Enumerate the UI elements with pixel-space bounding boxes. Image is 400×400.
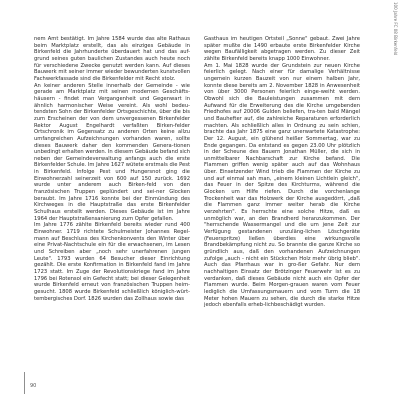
text-column-right <box>204 36 360 309</box>
paragraph: Im Jahre 1776 zählte Birkenfeld bereits wieder rund 400 Einwohner. 1719 richtete Schulmeister Johannes Regel-mann auf Beschluss des Kirchenkonvents den Winter über eine Privat-Nachtschule ein für die erwachsenen, im Lesen und Schreiben aber „noch sehr unerfahrenen jungen Leute". 1793 wurden 64 Besucher dieser Einrichtung gezählt. Die erste Konfirmation in Birkenfeld fand im Jahre 1723 statt. Im Zuge der Revolutionskriege fand im Jahre 1796 bei Rotensol ein Gefecht statt; bei dieser Gelegenheit wurde Birkenfeld erneut von französischen Truppen heim-gesucht. 1808 wurde Birkenfeld schließlich königlich-würt-tembergisches Dorf. 1826 wurden das Zollhaus sowie das <box>34 222 190 302</box>
paragraph: Gasthaus im heutigen Ortsteil „Sonne" gebaut. Zwei Jahre später mußte die 1490 erbaute erste Birkenfelder Kirche wegen Baufälligkeit abgetragen werden. Zu dieser Zeit zählte Birkenfeld bereits knapp 1000 Einwohner. <box>204 36 360 62</box>
text-column-left <box>34 36 190 302</box>
paragraph: Am 1. Mai 1828 wurde der Grundstein zur neuen Kirche feierlich gelegt. Nach einer für damalige Verhältnisse ungemein kurzen Bauzeit von nur einem halben Jahr, konnte diese bereits am 2. November 1828 in Anwesenheit von über 3000 Personen feierlich einge-weiht werden. Obwohl sich die Bauleistungen zusammen mit dem Aufwand für die Erweiterung des die Kirche umgebenden Friedhofes auf 20006 Gulden beliefen, tra-ten bald Mängel und Bauhefter auf, die zahlreiche Reparaturen erforderlich machten. Als schließlich alles in Ordnung zu sein schien, brachte das Jahr 1875 eine ganz unerwartete Katastrophe: Der 12. August, ein glühend heißer Sommertag, war zu Ende gegangen. Da entstand es gegen 23.00 Uhr plötzlich in der Scheune des Bauern Jonathan Müller, die sich in unmittelbarer Nachbarschaft zur Kirche befand. Die Flammen griffen wenig später auch auf das Wohnhaus über. Einsetzender Wind trieb die Flammen der Kirche zu und auf einmal sah man, „einem kleinen Lichtlein gleich", das Feuer in der Spitze des Kirchturms, während die Glocken um Hilfe riefen. Durch die vorchenlange Trockenheit war das Holzwerk der Kirche ausgedörrt, „daß die Flammen ganz immer weiter herab die Kirche verzehrten". Es herrschte eine solche Hitze, daß es unmöglich war, an den Brandherd heranzukommen. Der "herrschende Wassermangel und die um jene Zeit zur Verfügung gestandenen unzuläng-lichen Löschgeräte (Feuerspritze) ließen überdies eine wirkungsvolle Brandbekämpfung nicht zu. So brannte die ganze Kirche so gründlich aus, daß den vorhandenen Aufzeichnungen zufolge „auch - nicht ein Stückchen Holz mehr übrig blieb". Auch das Pfarrhaus war in gro-ßer Gefahr. Nur dem nachhaltigen Einsatz der Brötzinger Feuerwehr ist es zu verdanken, daß dieses Gebäude nicht auch ein Opfer der Flammen wurde. Beim Morgen-grauen waren vom Feuer lediglich die Umfassungsmauern und vom Turm die 18 Meter hohen Mauern zu sehen, die durch die starke Hitze jedoch ebenfalls erheb-lichbeschädigt wurden. <box>204 62 360 309</box>
page-number: 90 <box>30 383 37 389</box>
paragraph: nem Amt bestätigt. Im Jahre 1584 wurde das alte Rathaus beim Marktplatz erstellt, das als einziges Gebäude in Birkenfeld die Jahrhunderte überdauert hat und das auf-grund seines guten baulichen Zustandes auch heute noch für verschiedene Zwecke genutzt werden kann. Auf dieses Bauwerk mit seiner immer wieder bewunderten kunstvollen Fachwerkfassade sind die Birkenfelder mit Recht stolz. <box>34 36 190 82</box>
paragraph: An keiner anderen Stelle innerhalb der Gemeinde - wie gerade am Marktplatz mit seinen modernen Geschäfts-häusern - findet man Vergangenheit und Gegenwart in ähnlich harmonischer Weise vereint. Als wohl bedeu-tendsten Sohn der Birkenfelder Ortsgeschichte, über die bis zum Erscheinen der von dem unvergessenen Birkenfelder Rektor August Engelhardt verfaßten Birken-felder Ortschronik im Gegensatz zu anderen Orten keine allzu umfangreichen Aufzeichnungen vorhanden waren, sollte dieses Bauwerk daher den kommenden Genera-tionen unbedingt erhalten werden. In diesem Gebäude befand sich neben der Gemeindeverwaltung anfangs auch die erste Birkenfelder Schule. Im Jahre 1627 wütete erstmals die Pest in Birkenfeld. Infolge Pest und Hungersnot ging die Einwohnerzahl seinerzeit von 600 auf 150 zurück. 1692 wurde unter anderem auch Birken-feld von den französischen Truppen geplündert und sei-ner Glocken beraubt. Im Jahre 1716 konnte bei der Einmündung des Kirchweges in die Hauptstraße das erste Birkenfelder Schulhaus erstellt werden. Dieses Gebäude ist im Jahre 1964 der Hauptstraßensanierung zum Opfer gefallen. <box>34 82 191 222</box>
footer-rule <box>24 372 25 394</box>
running-head: 100 Jahre FC 08 Birkenfeld <box>393 2 398 56</box>
